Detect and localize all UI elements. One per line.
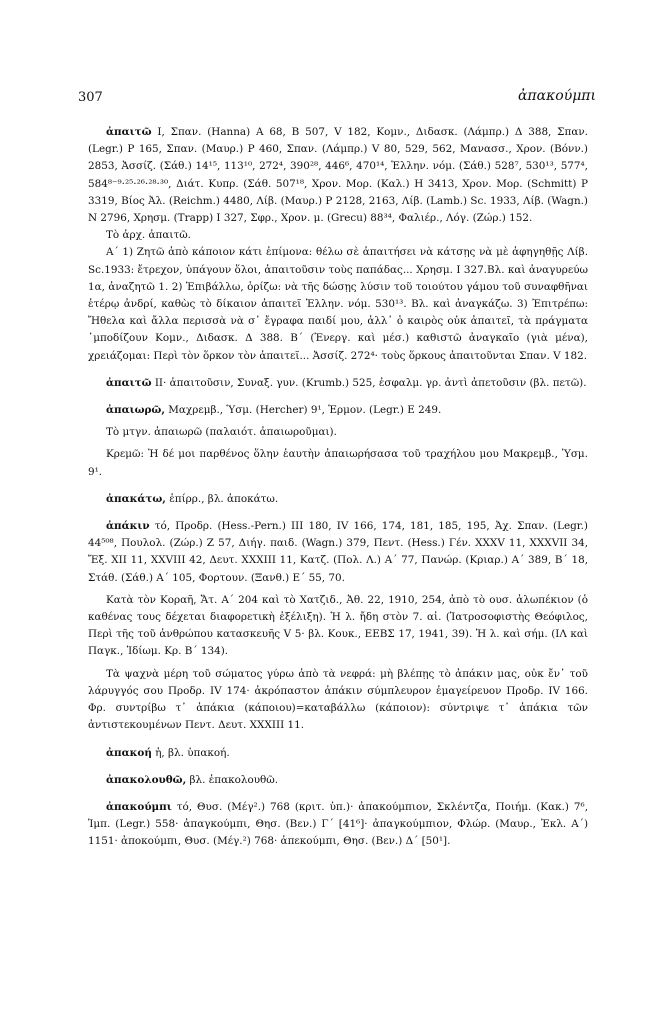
- etymology: Τὸ ἀρχ. ἀπαιτῶ.: [106, 229, 191, 242]
- definitions: Α΄ 1) Ζητῶ ἀπὸ κάποιον κάτι ἐπίμονα: θέλω σὲ ἀπαιτήσει νὰ κάτσῃς νὰ μὲ ἀφηγηθῇς Λίβ. Sc.1933: ἔτρεχον, ὑπάγουν ὅλοι, ἀπαιτοῦσιν τοὺς παπάδας... Χρησμ. I 327.Βλ. καὶ ἀναγυρεύω 1α, ἀναζητῶ 1. 2) Ἐπιβάλλω, ὁρίζω: νὰ τῆς δώσῃς λύσιν τοῦ τοιούτου γάμου τοῦ συναφθῆναι ἑτέρῳ ἀνδρί, καθὼς τὸ δίκαιον ἀπαιτεῖ Ἑλλην. νόμ. 530¹³. Βλ. καὶ ἀναγκάζω. 3) Ἐπιτρέπω: Ἤθελα καὶ ἄλλα περισσὰ νὰ σ᾽ ἔγραφα παιδί μου, ἀλλ᾽ ὁ καιρὸς οὐκ ἀπαιτεῖ, τὰ πράγματα ᾽μποδίζουν Κομν., Διδασκ. Δ 388. Β΄ (Ἐνεργ. καὶ μέσ.) καθιστῶ ἀναγκαῖο (γιὰ μένα), χρειάζομαι: Περὶ τὸν ὅρκον τὸν ἀπαιτεῖ... Ἀσσίζ. 272⁴· τοὺς ὅρκους ἀπαιτοῦνται Σπαν. V 182.: [88, 246, 588, 362]
- headword: ἀπακούμπι: [106, 800, 172, 813]
- entry-text: ἀπαιτοῦσιν, Συναξ. γυν. (Krumb.) 525, ἐσφαλμ. γρ. ἀντὶ ἀπετοῦσιν (βλ. πετῶ).: [169, 376, 587, 389]
- sense-number: II·: [154, 376, 167, 389]
- entry-text: βλ. ἐπακολουθῶ.: [189, 773, 279, 786]
- entry-apakolouthо: [88, 772, 588, 789]
- entry-apaioro: [88, 402, 588, 419]
- headword: ἀπαιτῶ: [106, 376, 152, 389]
- entry-apakin: [88, 518, 588, 587]
- headword: ἀπακολουθῶ,: [106, 773, 187, 786]
- etymology: Κατὰ τὸν Κοραῆ, Ἄτ. A΄ 204 καὶ τὸ Χατζιδ., Ἀθ. 22, 1910, 254, ἀπὸ τὸ ουσ. ἀλωπέκιον (ὁ καθένας τους δέχεται διαφορετικὴ ἐξέλιξη). Ἡ λ. ἤδη στὸν 7. αἰ. (Ἰατροσοφιστὴς Θεόφιλος, Περὶ τῆς τοῦ ἀνθρώπου κατασκευῆς V 5· βλ. Κουκ., ΕΕΒΣ 17, 1941, 39). Ἡ λ. καὶ σήμ. (ΙΛ καὶ Παγκ., Ἰδίωμ. Κρ. B΄ 134).: [88, 593, 588, 658]
- sense-number: I,: [157, 126, 165, 138]
- headword: ἀπακοή: [106, 746, 152, 759]
- page-number: 307: [78, 90, 103, 105]
- entry-citations: τό, Προδρ. (Hess.-Pern.) III 180, IV 166, 174, 181, 185, 195, Ἀχ. Σπαν. (Legr.) 44⁵⁰⁸, Πουλολ. (Ζώρ.) Z 57, Διήγ. παιδ. (Wagn.) 379, Πεντ. (Hess.) Γέν. XXXV 11, XXXVII 34, Ἔξ. XII 11, XXVIII 42, Δευτ. XXXIII 11, Κατζ. (Πολ. Λ.) A΄ 77, Πανώρ. (Κριαρ.) A΄ 389, B΄ 18, Στάθ. (Σάθ.) A΄ 105, Φορτουν. (Ξανθ.) E΄ 55, 70.: [88, 520, 588, 584]
- entry-apakato: [88, 491, 588, 508]
- entry-column: [88, 124, 588, 851]
- headword: ἀπαιωρῶ,: [106, 404, 165, 417]
- entry-apakoi: [88, 745, 588, 762]
- etymology: Τὸ μτγν. ἀπαιωρῶ (παλαιότ. ἀπαιωροῦμαι).: [106, 426, 337, 439]
- entry-citations: Μαχρεμβ., Ὑσμ. (Hercher) 9¹, Ἑρμον. (Legr.) E 249.: [168, 404, 442, 417]
- headword: ἀπαιτῶ: [106, 126, 152, 138]
- entry-text: ἡ, βλ. ὑπακοή.: [155, 746, 230, 759]
- headword: ἀπάκιν: [106, 520, 150, 533]
- entry-apakoumpi: [88, 799, 588, 851]
- headword: ἀπακάτω,: [106, 492, 166, 505]
- definitions: Τὰ ψαχνὰ μέρη τοῦ σώματος γύρω ἀπὸ τὰ νεφρά: μὴ βλέπῃς τὸ ἀπάκιν μας, οὐκ ἔν᾽ τοῦ λάρυγγός σου Προδρ. IV 174· ἀκρόπαστον ἀπάκιν σύμπλευρον ἐμαγείρευον Προδρ. IV 166. Φρ. συντρίβω τ᾽ ἀπάκια (κάποιου)=καταβάλλω (κάποιον): σύντριψε τ᾽ ἀπάκια τῶν ἀντιστεκουμένων Πεντ. Δευτ. XXXIII 11.: [88, 667, 588, 732]
- definitions: Κρεμῶ: Ἡ δέ μοι παρθένος ὅλην ἑαυτὴν ἀπαιωρήσασα τοῦ τραχήλου μου Μακρεμβ., Ὑσμ. 9¹.: [88, 448, 588, 478]
- entry-apaito-2: [88, 375, 588, 392]
- running-head: ἀπακούμπι: [517, 88, 596, 104]
- entry-apaito-1: [88, 124, 588, 227]
- entry-citations: Σπαν. (Hanna) A 68, B 507, V 182, Κομν., Διδασκ. (Λάμπρ.) Δ 388, Σπαν. (Legr.) P 165, Σπαν. (Μαυρ.) P 460, Σπαν. (Λάμπρ.) V 80, 529, 562, Μανασσ., Χρον. (Βόνν.) 2853, Ἀσσίζ. (Σάθ.) 14¹⁵, 113¹⁰, 272⁴, 390²⁸, 446⁶, 470¹⁴, Ἑλλην. νόμ. (Σάθ.) 528⁷, 530¹³, 577⁴, 584⁸⁻⁹·²⁵·²⁶·²⁸·³⁰, Διάτ. Κυπρ. (Σάθ. 507¹⁸, Χρον. Μορ. (Καλ.) H 3413, Χρον. Μορ. (Schmitt) P 3319, Βίος Ἀλ. (Reichm.) 4480, Λίβ. (Μαυρ.) P 2128, 2163, Λίβ. (Lamb.) Sc. 1933, Λίβ. (Wagn.) N 2796, Χρησμ. (Trapp) I 327, Σφρ., Χρον. μ. (Grecu) 88³⁴, Φαλιέρ., Λόγ. (Ζώρ.) 152.: [88, 126, 588, 225]
- entry-citations: τό, Θυσ. (Μέγ².) 768 (κριτ. ὑπ.)· ἀπακούμπιον, Σκλέντζα, Ποιήμ. (Κακ.) 7⁶, Ἰμπ. (Legr.) 558· ἀπαγκούμπι, Θησ. (Βεν.) Γ΄ [41⁶]· ἀπαγκούμπιον, Φλώρ. (Μαυρ., Ἐκλ. A΄) 1151· ἀποκούμπι, Θυσ. (Μέγ.²) 768· ἀπεκούμπι, Θησ. (Βεν.) Δ΄ [50¹].: [88, 800, 588, 848]
- entry-text: ἐπίρρ., βλ. ἀποκάτω.: [169, 492, 279, 505]
